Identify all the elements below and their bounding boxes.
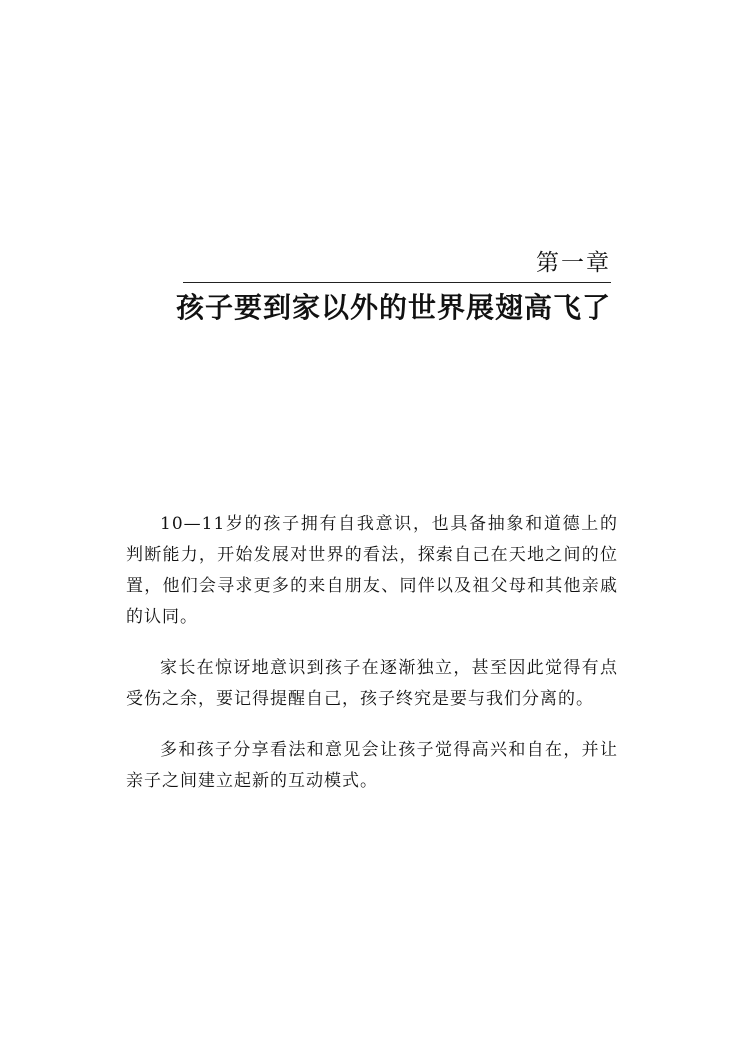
chapter-title: 孩子要到家以外的世界展翅高飞了 bbox=[175, 291, 611, 324]
paragraph-3: 多和孩子分享看法和意见会让孩子觉得高兴和自在，并让亲子之间建立起新的互动模式。 bbox=[126, 740, 618, 791]
paragraph-1: 10—11岁的孩子拥有自我意识，也具备抽象和道德上的判断能力，开始发展对世界的看法，探索自己在天地之间的位置，他们会寻求更多的来自朋友、同伴以及祖父母和其他亲戚的认同。 bbox=[126, 514, 618, 627]
paragraph-2: 家长在惊讶地意识到孩子在逐渐独立，甚至因此觉得有点受伤之余，要记得提醒自己，孩子终究是要与我们分离的。 bbox=[126, 658, 618, 709]
chapter-label: 第一章 bbox=[536, 250, 611, 276]
body-text bbox=[126, 509, 618, 817]
chapter-divider bbox=[183, 282, 611, 283]
